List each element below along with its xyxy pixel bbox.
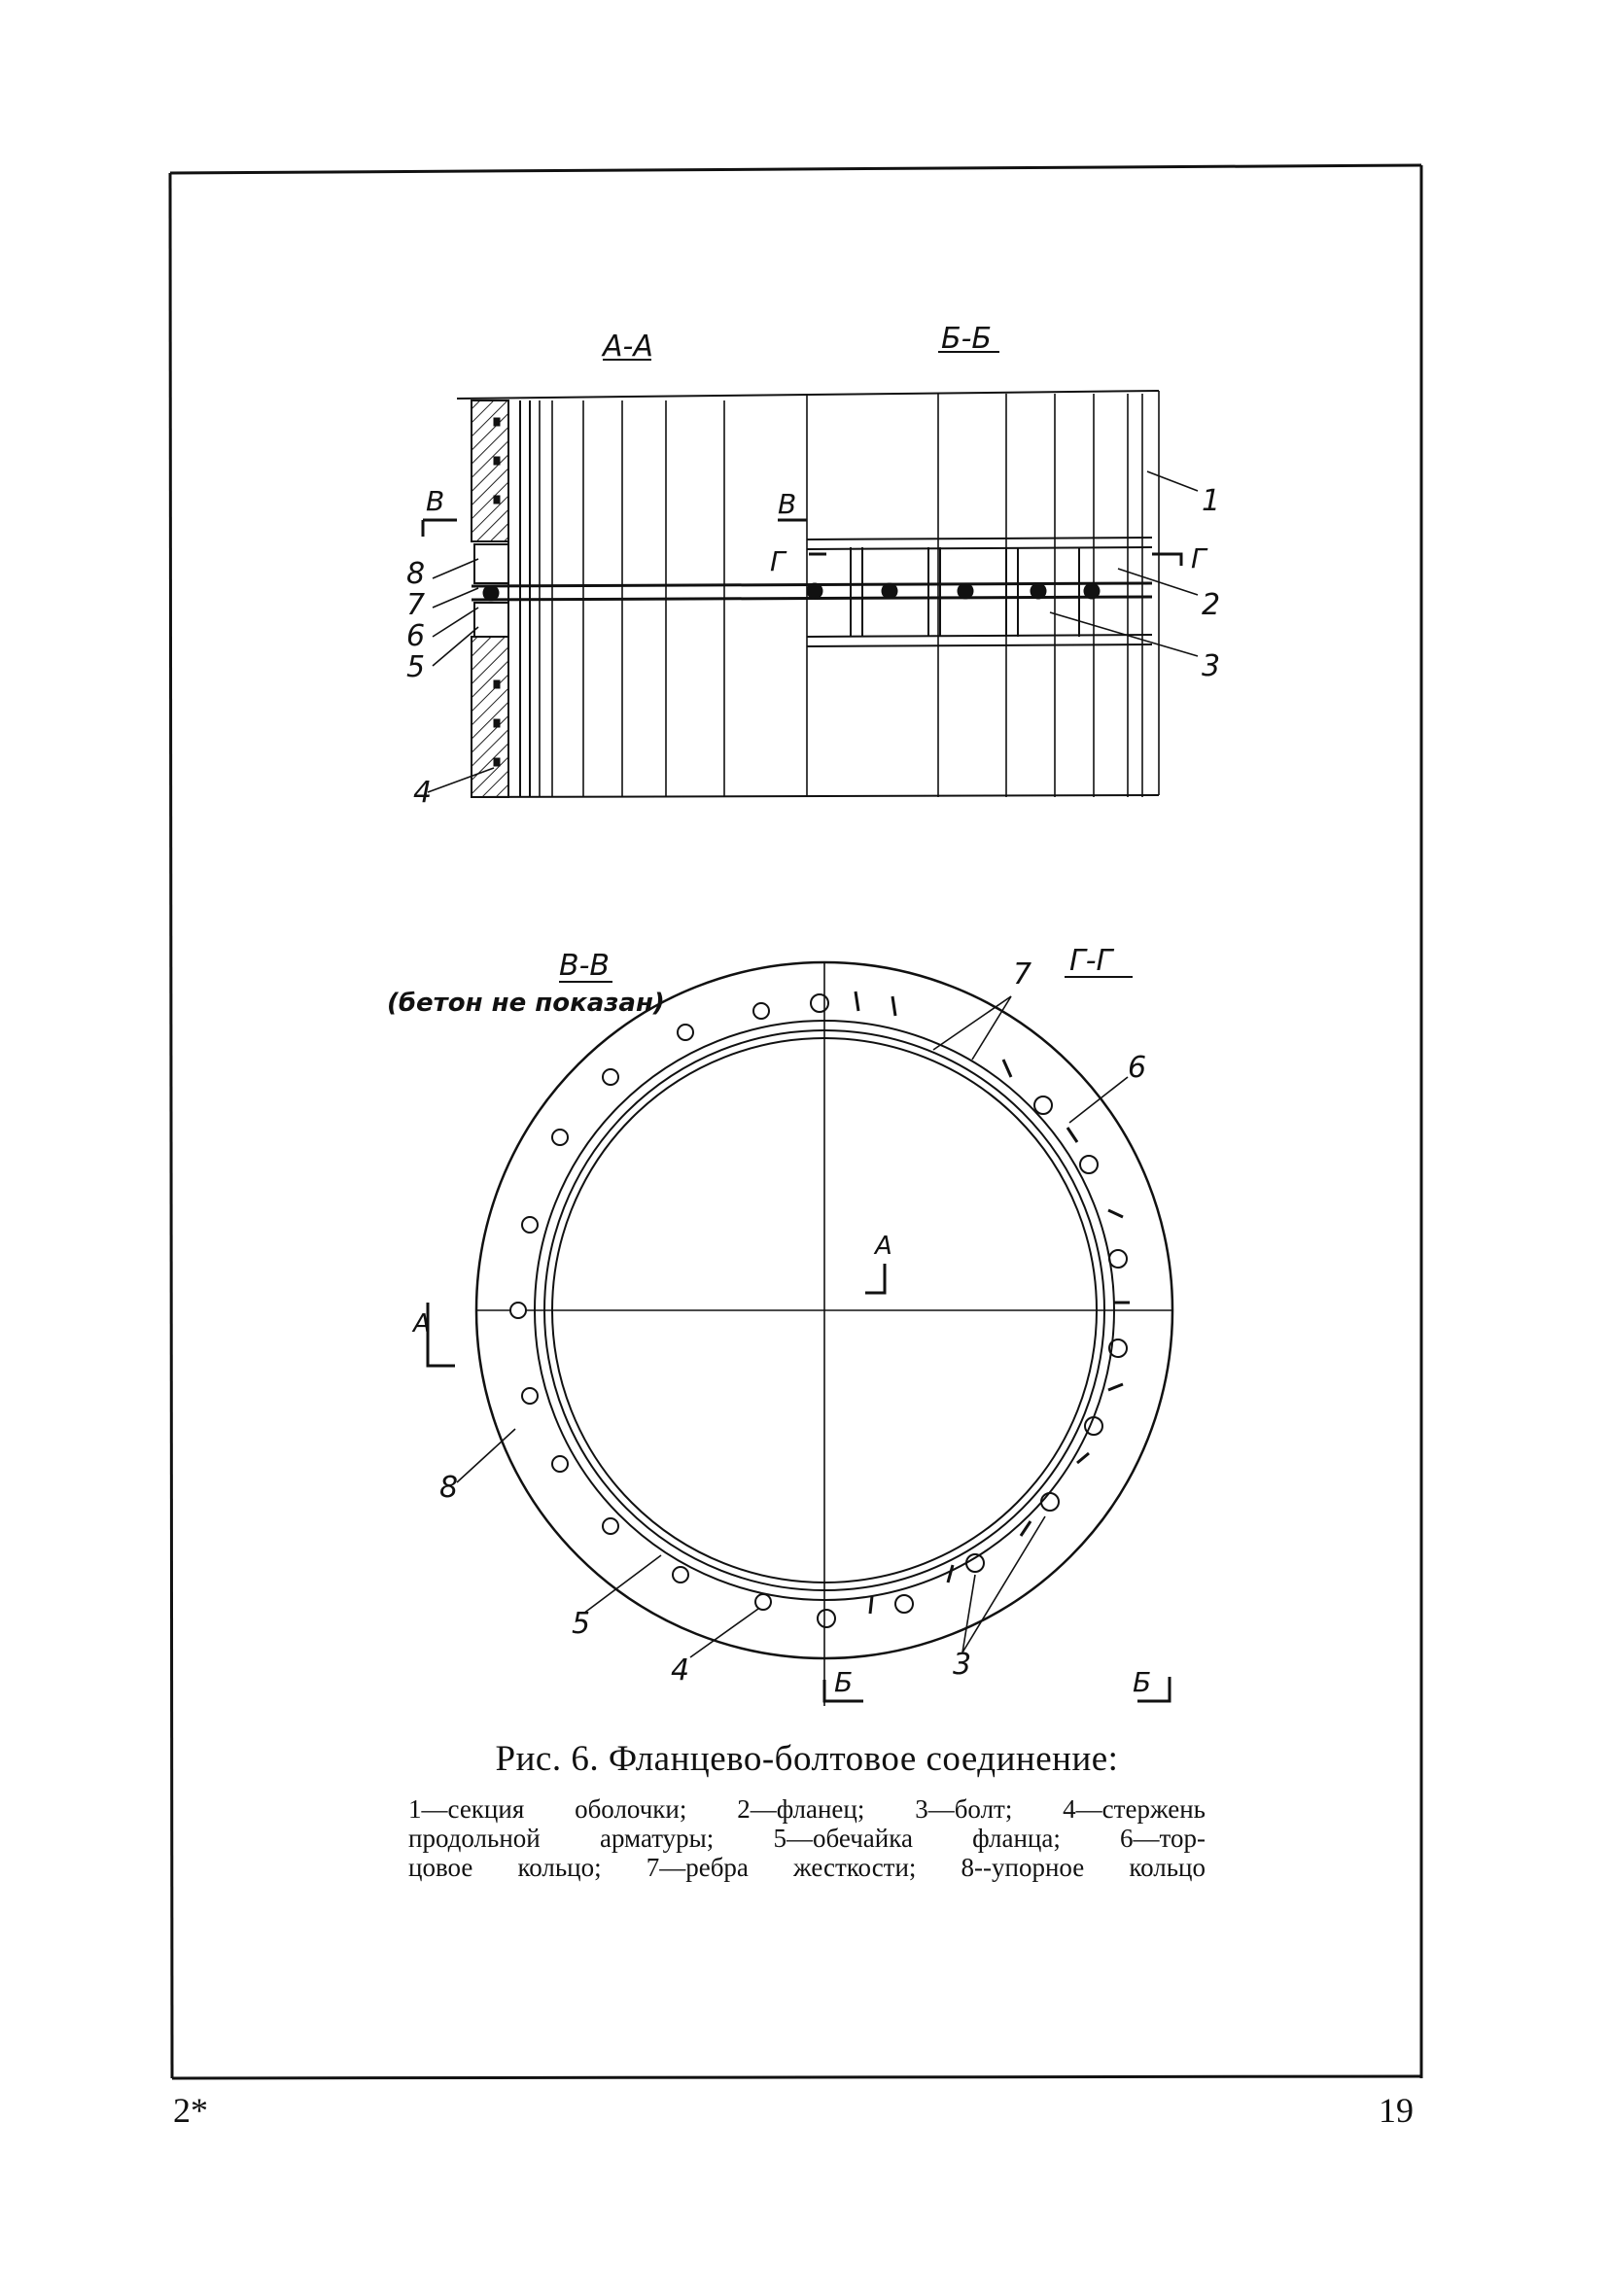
callout-4: 4 xyxy=(413,776,433,810)
plan-callout-7: 7 xyxy=(1013,957,1032,991)
cut-mark-b-right: Б xyxy=(1133,1666,1152,1698)
legend-line: продольной арматуры; 5—обечайка фланца; 6—тор- xyxy=(408,1824,1206,1853)
page-frame xyxy=(170,165,1421,2078)
cut-mark-b-left: Б xyxy=(834,1666,854,1698)
plan-callout-4: 4 xyxy=(671,1653,690,1687)
plan-callout-8: 8 xyxy=(439,1471,459,1505)
figure-caption-title: Рис. 6. Фланцево-болтовое соединение: xyxy=(495,1739,1119,1779)
callout-1: 1 xyxy=(1202,484,1221,518)
elevation-view xyxy=(423,352,1198,797)
section-bb-label: Б-Б xyxy=(941,322,992,356)
callout-8: 8 xyxy=(406,557,426,591)
plan-callout-5: 5 xyxy=(572,1607,591,1641)
section-gg-label: Г-Г xyxy=(1069,944,1113,978)
cut-mark-v-right: В xyxy=(778,488,797,520)
cut-mark-g-right: Г xyxy=(1191,542,1206,574)
page-number: 19 xyxy=(1379,2091,1414,2130)
plan-callout-3: 3 xyxy=(953,1648,972,1682)
cut-mark-a-center: А xyxy=(875,1232,892,1261)
callout-3: 3 xyxy=(1202,649,1221,683)
cut-mark-v-left: В xyxy=(426,485,445,517)
callout-5: 5 xyxy=(406,650,426,684)
callout-7: 7 xyxy=(406,588,426,622)
section-aa-label: А-А xyxy=(603,330,653,364)
section-vv-label: В-В xyxy=(559,949,610,983)
cut-mark-g-left: Г xyxy=(770,545,786,577)
plan-callout-6: 6 xyxy=(1128,1051,1147,1085)
legend-line: 1—секция оболочки; 2—фланец; 3—болт; 4—стержень xyxy=(408,1794,1206,1824)
section-vv-note: (бетон не показан) xyxy=(387,989,665,1018)
plan-view xyxy=(428,962,1172,1706)
figure-caption-legend xyxy=(408,1794,1206,1882)
cut-mark-a-left: А xyxy=(413,1309,431,1339)
signature-mark: 2* xyxy=(173,2091,208,2130)
callout-6: 6 xyxy=(406,619,426,653)
callout-2: 2 xyxy=(1202,588,1221,622)
legend-line: цовое кольцо; 7—ребра жесткости; 8--упорное кольцо xyxy=(408,1853,1206,1882)
